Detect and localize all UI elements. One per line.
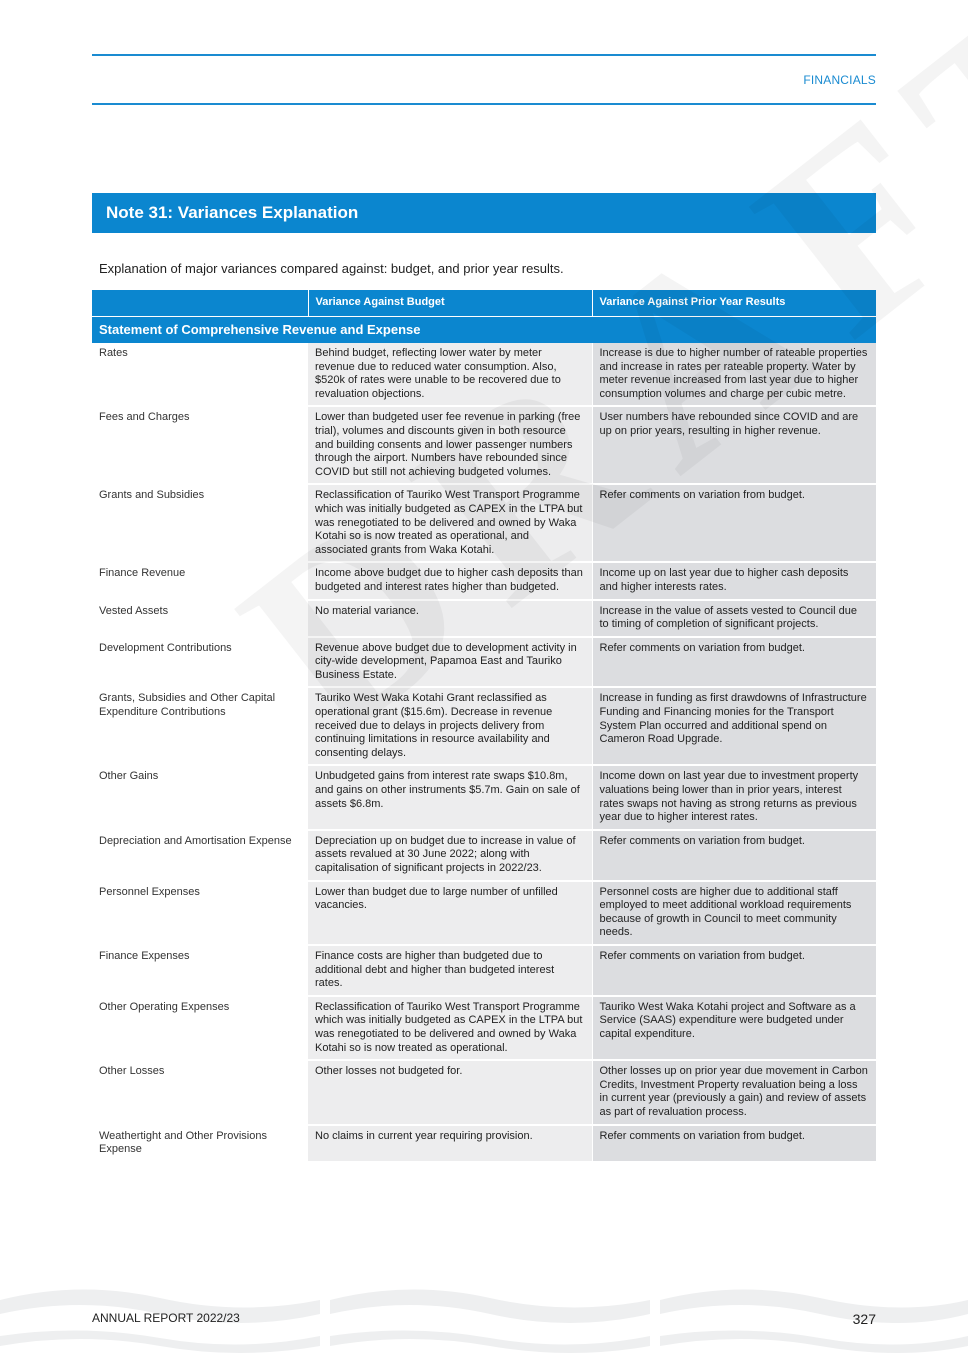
table-row [92,637,876,688]
table-row [92,1060,876,1124]
row-prior-year-variance: Refer comments on variation from budget. [592,637,876,688]
column-header-item [92,290,308,317]
note-title: Note 31: Variances Explanation [92,193,876,233]
table-row [92,996,876,1060]
row-prior-year-variance: Refer comments on variation from budget. [592,830,876,881]
row-budget-variance: Depreciation up on budget due to increase in value of assets revalued at 30 June 2022; along with capitalisation of significant projects in 2022/23. [308,830,592,881]
row-prior-year-variance: Increase in the value of assets vested to Council due to timing of completion of significant projects. [592,600,876,637]
row-prior-year-variance: Tauriko West Waka Kotahi project and Software as a Service (SAAS) expenditure were budgeted under capital expenditure. [592,996,876,1060]
table-row [92,765,876,829]
row-budget-variance: Finance costs are higher than budgeted due to additional debt and higher than budgeted interest rates. [308,945,592,996]
table-row [92,687,876,765]
row-budget-variance: No material variance. [308,600,592,637]
table-section-row [92,317,876,344]
column-header-budget: Variance Against Budget [308,290,592,317]
table-header-row [92,290,876,317]
row-budget-variance: Behind budget, reflecting lower water by meter revenue due to reduced water consumption. Also, $520k of rates were unable to be recovered due to revaluation objections. [308,343,592,406]
table-row [92,830,876,881]
row-prior-year-variance: User numbers have rebounded since COVID and are up on prior years, resulting in higher revenue. [592,406,876,484]
table-row [92,945,876,996]
row-prior-year-variance: Personnel costs are higher due to additional staff employed to meet additional workload requirements because of growth in Council to meet community needs. [592,881,876,945]
row-prior-year-variance: Refer comments on variation from budget. [592,484,876,562]
row-item-label: Other Operating Expenses [92,996,308,1060]
footer-report-title: ANNUAL REPORT 2022/23 [92,1311,240,1325]
row-budget-variance: No claims in current year requiring provision. [308,1125,592,1162]
section-label: FINANCIALS [803,73,876,87]
row-budget-variance: Lower than budget due to large number of unfilled vacancies. [308,881,592,945]
row-item-label: Other Losses [92,1060,308,1124]
row-prior-year-variance: Increase in funding as first drawdowns of Infrastructure Funding and Financing monies for the Transport System Plan occurred and additional spend on Cameron Road Upgrade. [592,687,876,765]
note-intro: Explanation of major variances compared against: budget, and prior year results. [99,261,564,276]
section-title: Statement of Comprehensive Revenue and Expense [92,317,876,344]
row-item-label: Personnel Expenses [92,881,308,945]
row-item-label: Vested Assets [92,600,308,637]
row-prior-year-variance: Income up on last year due to higher cash deposits and higher interests rates. [592,562,876,599]
row-item-label: Finance Expenses [92,945,308,996]
row-prior-year-variance: Increase is due to higher number of rateable properties and increase in rates per rateable property. Water by meter revenue increased from last year due to higher consumption volumes and charge per cubic metre. [592,343,876,406]
row-budget-variance: Lower than budgeted user fee revenue in parking (free trial), volumes and discounts given in both resource and building consents and lower passenger numbers through the airport. Numbers have rebounded since COVID but still not achieving budgeted volumes. [308,406,592,484]
row-budget-variance: Other losses not budgeted for. [308,1060,592,1124]
table-row [92,881,876,945]
row-item-label: Finance Revenue [92,562,308,599]
row-prior-year-variance: Income down on last year due to investment property valuations being lower than in prior years, interest rates swaps not having as strong returns as previous year due to higher interest rates. [592,765,876,829]
column-header-prior-year: Variance Against Prior Year Results [592,290,876,317]
row-prior-year-variance: Refer comments on variation from budget. [592,1125,876,1162]
row-item-label: Other Gains [92,765,308,829]
row-prior-year-variance: Refer comments on variation from budget. [592,945,876,996]
row-prior-year-variance: Other losses up on prior year due movement in Carbon Credits, Investment Property revaluation being a loss in current year (previously a gain) and review of assets as part of revaluation process. [592,1060,876,1124]
row-budget-variance: Unbudgeted gains from interest rate swaps $10.8m, and gains on other instruments $5.7m. Gain on sale of assets $6.8m. [308,765,592,829]
table-row [92,1125,876,1162]
row-budget-variance: Reclassification of Tauriko West Transport Programme which was initially budgeted as CAPEX in the LTPA but was renegotiated to be delivered and owned by Waka Kotahi so is now treated as operational. [308,996,592,1060]
row-budget-variance: Income above budget due to higher cash deposits than budgeted and interest rates higher than budgeted. [308,562,592,599]
header-rule-top [92,54,876,56]
row-item-label: Grants and Subsidies [92,484,308,562]
page-number: 327 [852,1311,876,1327]
variances-table [92,290,876,1163]
row-item-label: Grants, Subsidies and Other Capital Expenditure Contributions [92,687,308,765]
row-item-label: Rates [92,343,308,406]
row-budget-variance: Reclassification of Tauriko West Transport Programme which was initially budgeted as CAPEX in the LTPA but was renegotiated to be delivered and owned by Waka Kotahi so is now treated as operational, and associated grants from Waka Kotahi. [308,484,592,562]
table-row [92,562,876,599]
row-item-label: Depreciation and Amortisation Expense [92,830,308,881]
row-item-label: Fees and Charges [92,406,308,484]
row-item-label: Weathertight and Other Provisions Expense [92,1125,308,1162]
table-row [92,484,876,562]
table-row [92,343,876,406]
row-budget-variance: Tauriko West Waka Kotahi Grant reclassified as operational grant ($15.6m). Decrease in revenue received due to delays in projects delivery from continuing limitations in resource availability and consenting delays. [308,687,592,765]
table-row [92,600,876,637]
row-budget-variance: Revenue above budget due to development activity in city-wide development, Papamoa East and Tauriko Business Estate. [308,637,592,688]
table-row [92,406,876,484]
header-rule-bottom [92,103,876,105]
row-item-label: Development Contributions [92,637,308,688]
